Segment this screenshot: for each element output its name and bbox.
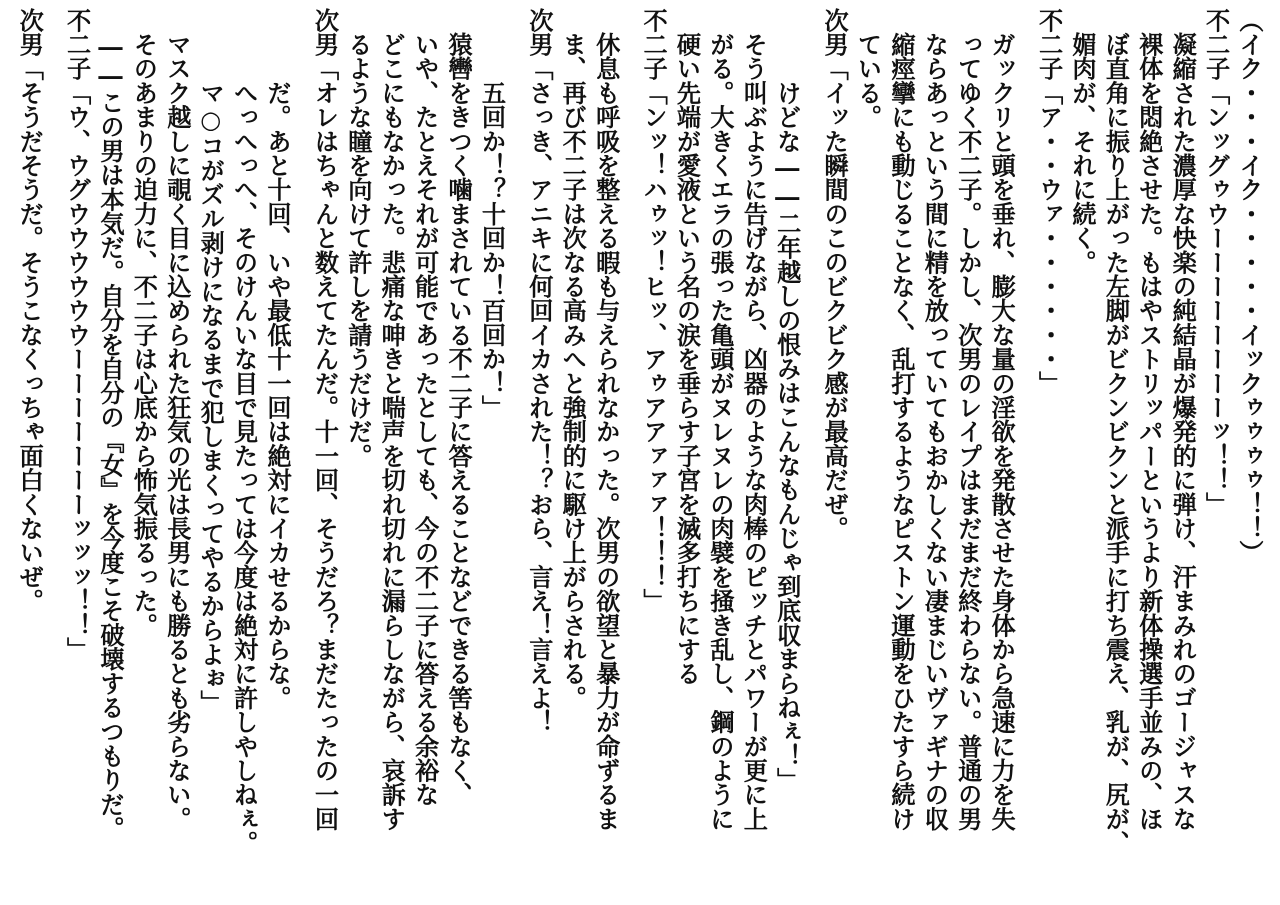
text-line: 不二子「ンッグゥウーーーーーーーーッ！！」 <box>1201 8 1231 517</box>
text-line: るような瞳を向けて許しを請うだけだ。 <box>343 8 373 468</box>
text-line: ている。 <box>853 8 883 129</box>
text-line: ま、再び不二子は次なる高みへと強制的に駆け上がらされる。 <box>558 8 588 710</box>
text-line: マスク越しに覗く目に込められた狂気の光は長男にも勝るとも劣らない。 <box>162 8 192 831</box>
text-line: 縮痙攣にも動じることなく、乱打するようなピストン運動をひたすら続け <box>886 8 916 831</box>
text-line: ガックリと頭を垂れ、膨大な量の淫欲を発散させた身体から急速に力を失 <box>987 8 1017 831</box>
text-line: 凝縮された濃厚な快楽の純結晶が爆発的に弾け、汗まみれのゴージャスな <box>1168 8 1198 831</box>
text-line: 不二子「ア・・ウァ・・・・・・」 <box>1034 8 1064 396</box>
text-line: だ。あと十回、いや最低十一回は絶対にイカせるからな。 <box>263 8 293 710</box>
text-line: ――この男は本気だ。自分を自分の『女』を今度こそ破壊するつもりだ。 <box>96 8 125 841</box>
text-line: けどな――二年越しの恨みはこんなもんじゃ到底収まらねぇ！」 <box>772 8 802 792</box>
text-line: マ○コがズル剥けになるまで犯しまくってやるからよぉ」 <box>196 8 226 715</box>
text-line: そのあまりの迫力に、不二子は心底から怖気振るった。 <box>129 8 159 638</box>
text-line: 休息も呼吸を整える暇も与えられなかった。次男の欲望と暴力が命ずるま <box>591 8 621 831</box>
text-line: そう叫ぶように告げながら、凶器のような肉棒のピッチとパワーが更に上 <box>739 8 769 831</box>
text-line: 媚肉が、それに続く。 <box>1067 8 1097 275</box>
text-line: 猿轡をきつく噛まされている不二子に答えることなどできる筈もなく、 <box>444 8 474 807</box>
text-line: 不二子「ンッ！ハゥッ！ヒッ、アゥアアァァァ！！！」 <box>639 8 669 613</box>
text-line: 次男「そうだそうだ。そうこなくっちゃ面白くないぜ。 <box>15 8 45 613</box>
text-line: ならあっという間に精を放っていてもおかしくない凄まじいヴァギナの収 <box>920 8 950 831</box>
text-line: どこにもなかった。悲痛な呻きと喘声を切れ切れに漏らしながら、哀訴す <box>377 8 407 831</box>
text-line: がる。大きくエラの張った亀頭がヌレヌレの肉襞を掻き乱し、鋼のように <box>705 8 735 831</box>
text-line: へっへっへ、そのけんいな目で見たっては今度は絶対に許しやしねぇ。 <box>229 8 259 855</box>
text-line: 次男「さっき、アニキに何回イカされた！？おら、言え！言えよ！ <box>524 8 554 734</box>
text-line: 裸体を悶絶させた。もはやストリッパーというより新体操選手並みの、ほ <box>1134 8 1164 831</box>
text-line: 次男「オレはちゃんと数えてたんだ。十一回、そうだろ？まだたったの一回 <box>310 8 340 831</box>
text-line: （イク・・・イク・・・・・イックゥゥゥゥ！！） <box>1235 8 1264 565</box>
text-line: ってゆく不二子。しかし、次男のレイプはまだまだ終わらない。普通の男 <box>953 8 983 831</box>
text-line: 次男「イッた瞬間のこのビクビク感が最高だぜ。 <box>820 8 850 541</box>
text-line: 五回か！？十回か！百回か！」 <box>477 8 507 420</box>
text-line: 硬い先端が愛液という名の涙を垂らす子宮を滅多打ちにする <box>672 8 702 686</box>
text-line: いや、たとえそれが可能であったとしても、今の不二子に答える余裕な <box>410 8 440 807</box>
text-line: ぼ直角に振り上がった左脚がビクンビクンと派手に打ち震え、乳が、尻が、 <box>1101 8 1131 855</box>
text-line: 不二子「ウ、ウグウウウウウウーーーーーーーッッッ！！」 <box>62 8 92 662</box>
